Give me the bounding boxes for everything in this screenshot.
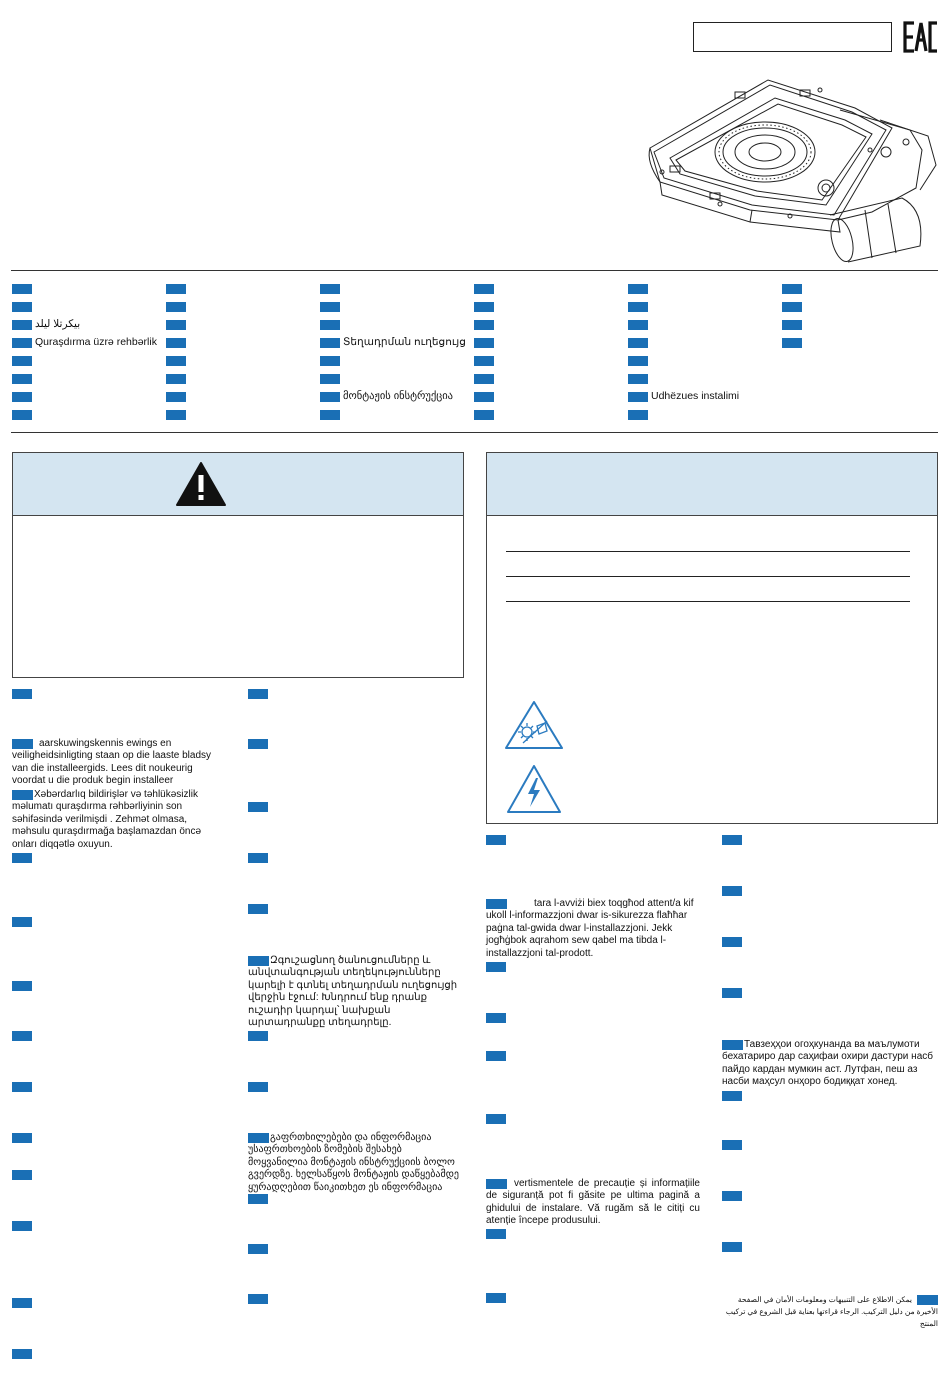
language-tag (722, 1191, 742, 1201)
warning-box-header (13, 453, 463, 516)
paragraph-tg (722, 1039, 938, 1089)
language-tag (722, 886, 742, 896)
language-tag (474, 284, 494, 294)
language-tag (12, 410, 32, 420)
language-tag (166, 356, 186, 366)
language-label: بیکرتلا لیلد (35, 318, 81, 330)
language-tag (12, 374, 32, 384)
language-tag (12, 338, 32, 348)
language-tag (474, 356, 494, 366)
paragraph-ar-text: يمكن الاطلاع على التنبيهات ومعلومات الأمان في الصفحة الأخيرة من دليل التركيب. الرجاء قراءتها بعناية قبل الشروع في تركيب المنتج (725, 1295, 938, 1328)
warning-box (12, 452, 464, 678)
tag-ro (486, 1179, 507, 1189)
language-tag (12, 1298, 32, 1308)
language-tag (12, 392, 32, 402)
language-tag (628, 302, 648, 312)
paragraph-mt-text: tara l-avviżi biex toqgħod attent/a kif ukoll l-informazzjoni dwar is-sikurezza flaħħar paġna tal-gwida dwar l-installazzjoni. Jekk jogħġbok aqrahom sew qabel ma tibda l-installazzjoni tal-prodott. (486, 898, 694, 959)
info-line (506, 551, 910, 552)
language-tag (248, 1244, 268, 1254)
tag-tg (722, 1040, 743, 1050)
paragraph-ar (716, 1294, 938, 1330)
language-tag (722, 835, 742, 845)
language-tag (628, 410, 648, 420)
language-tag (166, 302, 186, 312)
language-tag (628, 284, 648, 294)
tag-mt (486, 899, 507, 909)
language-tag (248, 739, 268, 749)
language-label: მონტაჟის ინსტრუქცია (343, 390, 453, 402)
paragraph-az (12, 789, 227, 851)
language-tag (248, 1031, 268, 1041)
language-tag (12, 302, 32, 312)
language-tag (486, 835, 506, 845)
language-tag (722, 1091, 742, 1101)
tag-hy (248, 956, 269, 966)
language-tag (474, 302, 494, 312)
language-tag (12, 917, 32, 927)
language-grid-divider (11, 432, 938, 433)
paragraph-mt (486, 898, 696, 960)
paragraph-ka-text: გაფრთხილებები და ინფორმაცია უსაფრთხოების ზომების შესახებ მოყვანილია მონტაჟის ინსტრუქციის ბოლო გვერდზე. ხელსაწყოს მონტაჟის დაწყებამდე ყურადღებით წაიკითხეთ ეს ინფორმაცია (248, 1132, 459, 1193)
language-tag (628, 320, 648, 330)
tag-af (12, 739, 33, 749)
language-tag (474, 320, 494, 330)
sun-hazard-icon (503, 699, 565, 751)
language-tag (166, 338, 186, 348)
tag-ar (917, 1295, 938, 1305)
paragraph-af (12, 738, 227, 788)
language-tag (486, 1051, 506, 1061)
language-tag (320, 338, 340, 348)
language-tag (12, 356, 32, 366)
language-tag (486, 1293, 506, 1303)
language-tag (474, 392, 494, 402)
language-tag (166, 392, 186, 402)
language-tag (12, 320, 32, 330)
paragraph-hy (248, 955, 458, 1029)
tag-ka (248, 1133, 269, 1143)
tag-az (12, 790, 33, 800)
language-tag (782, 338, 802, 348)
language-label: Տեղադրման ուղեցույց (343, 336, 466, 348)
language-label: Udhëzues instalimi (651, 390, 740, 402)
language-tag (320, 410, 340, 420)
paragraph-ka (248, 1132, 460, 1194)
language-tag (474, 374, 494, 384)
language-tag (248, 1294, 268, 1304)
info-box-header (487, 453, 937, 516)
language-tag (12, 689, 32, 699)
language-tag (12, 1221, 32, 1231)
warning-triangle-icon (175, 461, 227, 507)
language-tag (12, 1082, 32, 1092)
language-tag (320, 302, 340, 312)
language-tag (486, 1013, 506, 1023)
language-tag (166, 320, 186, 330)
language-tag (628, 392, 648, 402)
info-line (506, 601, 910, 602)
language-tag (320, 284, 340, 294)
language-tag (722, 1140, 742, 1150)
language-tag (320, 320, 340, 330)
language-tag (12, 1170, 32, 1180)
language-tag (722, 937, 742, 947)
language-tag (248, 1082, 268, 1092)
language-tag (248, 802, 268, 812)
language-tag (320, 356, 340, 366)
language-tag (486, 1114, 506, 1124)
paragraph-ro-text: vertismentele de precauție și informațiile de siguranță pot fi găsite pe ultima pagină a ghidului de instalare. Vă rugăm să le citiți cu atenție începe produsului. (486, 1178, 700, 1227)
language-tag (722, 1242, 742, 1252)
language-tag (12, 981, 32, 991)
product-illustration (640, 70, 940, 265)
language-tag (12, 853, 32, 863)
language-tag (320, 374, 340, 384)
language-tag (474, 338, 494, 348)
language-tag (486, 962, 506, 972)
language-tag (12, 284, 32, 294)
eac-mark-icon (903, 20, 939, 54)
language-tag (628, 356, 648, 366)
language-tag (248, 689, 268, 699)
language-tag (628, 374, 648, 384)
paragraph-ro (486, 1178, 700, 1228)
electric-shock-icon (505, 763, 563, 815)
paragraph-af-text: aarskuwingskennis ewings en veiligheidsinligting staan op die laaste bladsy van die installeergids. Lees dit noukeurig voordat u die produk begin installeer (12, 738, 212, 787)
info-box (486, 452, 938, 824)
language-tag (782, 284, 802, 294)
language-tag (12, 1031, 32, 1041)
language-tag (12, 1349, 32, 1359)
language-tag (248, 1194, 268, 1204)
language-tag (628, 338, 648, 348)
language-tag (782, 302, 802, 312)
language-tag (782, 320, 802, 330)
language-tag (12, 1133, 32, 1143)
language-tag (248, 853, 268, 863)
language-tag (166, 410, 186, 420)
info-line (506, 576, 910, 577)
language-tag (486, 1229, 506, 1239)
paragraph-hy-text: Զգուշացնող ծանուցումները և անվտանգության տեղեկությունները կարելի է գտնել տեղադրման ուղեցույցի վերջին էջում: Խնդրում ենք դրանք ուշադիր կարդալ՝ նախքան արտադրանքը տեղադրելը. (248, 955, 458, 1029)
language-tag (722, 988, 742, 998)
paragraph-az-text: Xəbərdarlıq bildirişlər və təhlükəsizlik məlumatı quraşdırma rəhbərliyinin son səhifəsində verilmişdi . Zehmət olmasa, məhsulu quraşdırmağa başlamazdan öncə onları diqqətlə oxuyun. (12, 789, 201, 850)
language-tag (320, 392, 340, 402)
paragraph-tg-text: Тавзеҳҳои огоҳкунанда ва маълумоти бехатариро дар саҳифаи охири дастури насб пайдо кардан мумкин аст. Лутфан, пеш аз насби маҳсул онҳоро бодиққат хонед. (722, 1039, 933, 1088)
language-tag (248, 904, 268, 914)
language-tag (166, 374, 186, 384)
language-label: Quraşdırma üzrə rehbərlik (35, 336, 157, 348)
product-code-box (693, 22, 892, 52)
language-tag (474, 410, 494, 420)
top-divider (11, 270, 938, 271)
language-tag (166, 284, 186, 294)
